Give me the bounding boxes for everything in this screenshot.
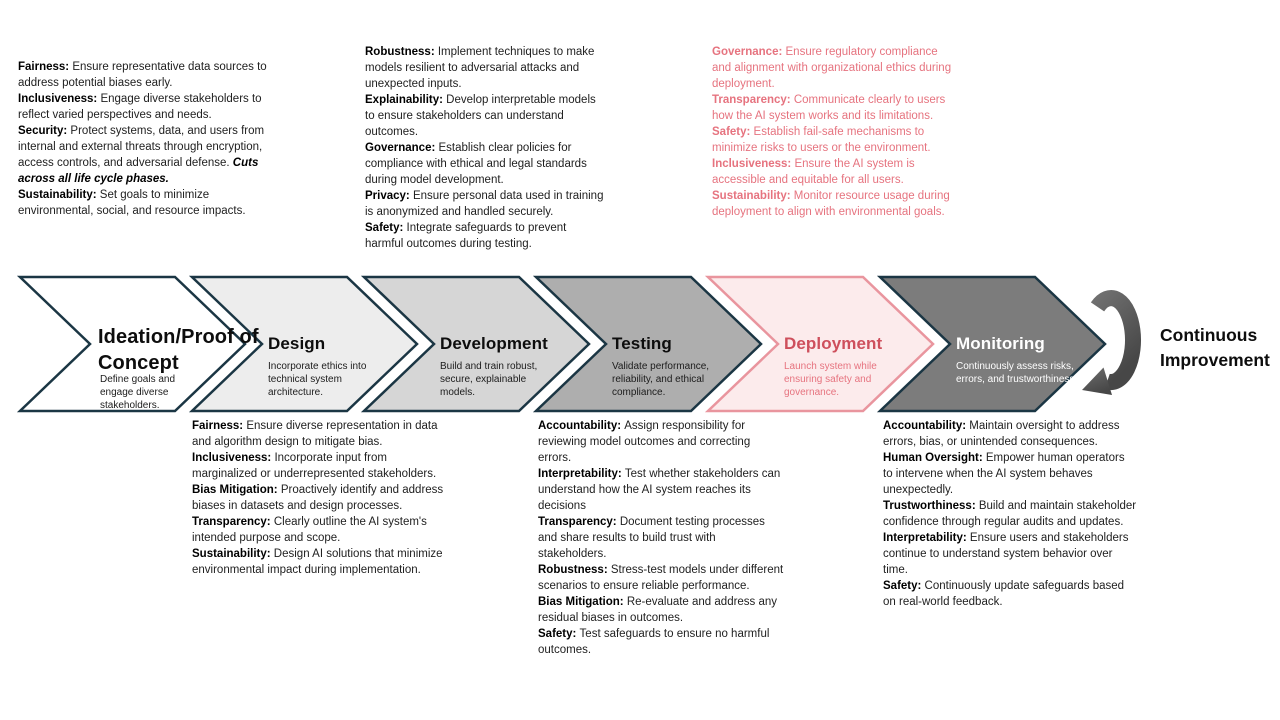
stage-subtitle-monitoring: Continuously assess risks, errors, and trustworthiness. — [956, 361, 1078, 385]
note-item: Sustainability: Design AI solutions that minimize environmental impact during implementation. — [192, 548, 443, 576]
note-item: Security: Protect systems, data, and users from internal and external threats through encryption, access controls, and adversarial defense. Cuts across all life cycle phases. — [18, 125, 265, 185]
stage-subtitle-deployment: Launch system while ensuring safety and governance. — [784, 361, 877, 398]
stage-title-deployment: Deployment — [784, 334, 883, 353]
note-item: Explainability: Develop interpretable models to ensure stakeholders can understand outcomes. — [365, 94, 596, 138]
note-item: Inclusiveness: Incorporate input from marginalized or underrepresented stakeholders. — [192, 452, 437, 480]
note-item: Interpretability: Ensure users and stakeholders continue to understand system behavior over time. — [883, 532, 1129, 576]
testing-ethics-notes — [538, 418, 786, 658]
note-item: Governance: Ensure regulatory compliance and alignment with organizational ethics during deployment. — [712, 46, 952, 90]
note-item: Robustness: Implement techniques to make models resilient to adversarial attacks and unexpected inputs. — [365, 46, 595, 90]
continuous-improvement-label: Continuous Improvement — [1160, 325, 1270, 370]
note-item: Transparency: Document testing processes and share results to build trust with stakeholders. — [538, 516, 765, 560]
stage-title-ideation: Ideation/Proof of Concept — [98, 326, 259, 374]
note-item: Governance: Establish clear policies for compliance with ethical and legal standards during model development. — [365, 142, 587, 186]
stage-subtitle-ideation: Define goals and engage diverse stakeholders. — [100, 374, 176, 411]
note-item: Fairness: Ensure diverse representation in data and algorithm design to mitigate bias. — [192, 420, 438, 448]
note-item: Safety: Continuously update safeguards based on real-world feedback. — [883, 580, 1125, 608]
note-item: Safety: Integrate safeguards to prevent harmful outcomes during testing. — [365, 222, 567, 250]
stage-title-design: Design — [268, 334, 326, 353]
note-item: Human Oversight: Empower human operators to intervene when the AI system behaves unexpectedly. — [883, 452, 1125, 496]
deployment-ethics-notes — [712, 44, 960, 220]
note-item: Bias Mitigation: Proactively identify and address biases in datasets and design processes. — [192, 484, 444, 512]
stage-title-development: Development — [440, 334, 548, 353]
stage-subtitle-development: Build and train robust, secure, explainable models. — [440, 361, 538, 398]
monitoring-ethics-notes — [883, 418, 1137, 610]
note-item: Trustworthiness: Build and maintain stakeholder confidence through regular audits and updates. — [883, 500, 1137, 528]
ideation-ethics-notes — [18, 59, 270, 219]
note-item: Accountability: Assign responsibility for reviewing model outcomes and correcting errors. — [538, 420, 751, 464]
stage-subtitle-design: Incorporate ethics into technical system architecture. — [268, 361, 367, 398]
note-item: Sustainability: Monitor resource usage during deployment to align with environmental goals. — [712, 190, 950, 218]
note-item: Fairness: Ensure representative data sources to address potential biases early. — [18, 61, 267, 89]
note-item: Sustainability: Set goals to minimize environmental, social, and resource impacts. — [18, 189, 246, 217]
design-ethics-notes — [192, 418, 444, 578]
note-item: Interpretability: Test whether stakeholders can understand how the AI system reaches its decisions — [538, 468, 781, 512]
note-item: Accountability: Maintain oversight to address errors, bias, or unintended consequences. — [883, 420, 1120, 448]
note-item: Transparency: Communicate clearly to users how the AI system works and its limitations. — [712, 94, 946, 122]
note-item: Inclusiveness: Ensure the AI system is accessible and equitable for all users. — [712, 158, 915, 186]
note-item: Safety: Test safeguards to ensure no harmful outcomes. — [538, 628, 770, 656]
stage-subtitle-testing: Validate performance, reliability, and ethical compliance. — [612, 361, 710, 398]
note-item: Robustness: Stress-test models under different scenarios to ensure reliable performance. — [538, 564, 784, 592]
stage-title-testing: Testing — [612, 334, 672, 353]
note-item: Inclusiveness: Engage diverse stakeholders to reflect varied perspectives and needs. — [18, 93, 262, 121]
note-item: Privacy: Ensure personal data used in training is anonymized and handled securely. — [365, 190, 604, 218]
note-item: Safety: Establish fail-safe mechanisms to minimize risks to users or the environment. — [712, 126, 931, 154]
note-item: Transparency: Clearly outline the AI system's intended purpose and scope. — [192, 516, 427, 544]
note-item: Bias Mitigation: Re-evaluate and address any residual biases in outcomes. — [538, 596, 778, 624]
stage-title-monitoring: Monitoring — [956, 334, 1045, 353]
development-ethics-notes — [365, 44, 605, 252]
